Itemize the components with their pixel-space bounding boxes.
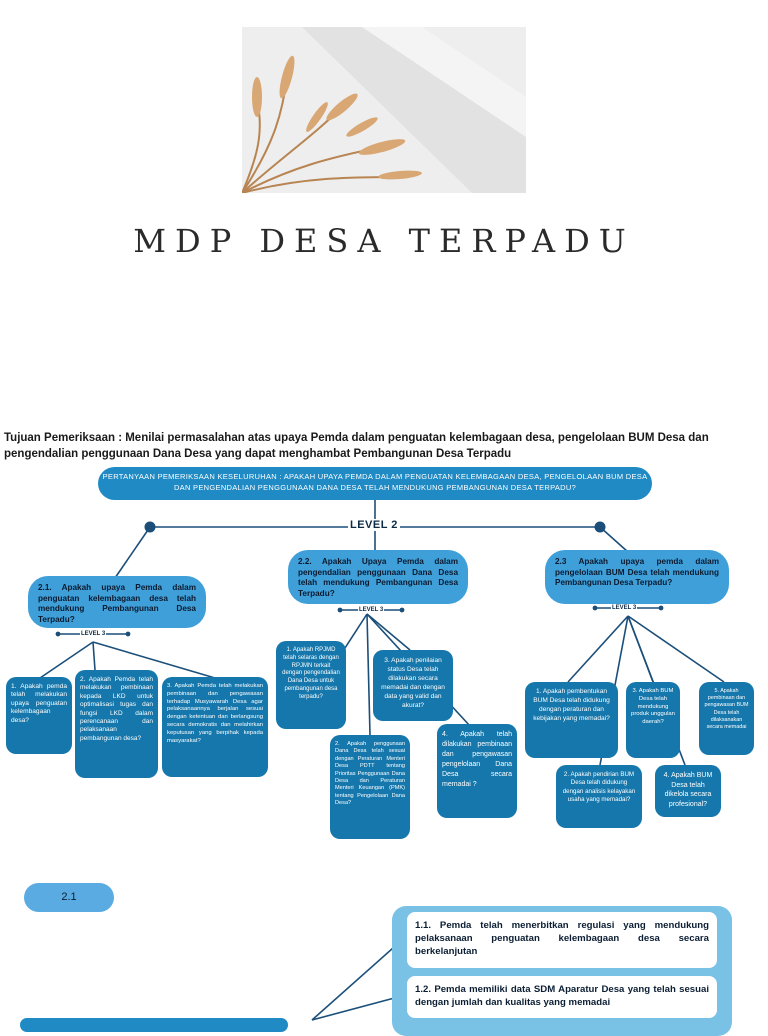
q21-sub-2: 2. Apakah Pemda telah melakukan pembinaan kepada LKD untuk optimalisasi tugas dan fungsi LKD dalam perencanaan dan pelaksanaan pembangunan desa? [75, 670, 158, 778]
q22-sub-1: 1. Apakah RPJMD telah selaras dengan RPJMN terkait dengan pengendalian Dana Desa untuk pembangunan desa terpadu? [276, 641, 346, 729]
bottom-question-box [20, 1018, 288, 1032]
question-2-2: 2.2. Apakah Upaya Pemda dalam pengendalian penggunaan Dana Desa telah mendukung Pembangunan Desa Terpadu? [288, 550, 468, 604]
node-dot-right [595, 522, 606, 533]
q22-sub-3: 3. Apakah penilaian status Desa telah dilakukan secara memadai dan dengan data yang valid dan akurat? [373, 650, 453, 721]
section-2-1-pill: 2.1 [24, 883, 114, 912]
level-3-label-left: LEVEL 3 [81, 631, 106, 637]
level-2-label: LEVEL 2 [350, 519, 398, 531]
q22-sub-2: 2. Apakah penggunaan Dana Desa telah sesuai dengan Peraturan Menteri Desa PDTT tentang Prioritas Penggunaan Dana Desa dan Peraturan Menteri Keuangan (PMK) tentang Pengelolaan Dana Desa? [330, 735, 410, 839]
q23-sub-4: 4. Apakah BUM Desa telah dikelola secara profesional? [655, 765, 721, 817]
criteria-card-1-2: 1.2. Pemda memiliki data SDM Aparatur Desa yang telah sesuai dengan jumlah dan kualitas yang memadai [407, 976, 717, 1018]
q23-sub-3: 3. Apakah BUM Desa telah mendukung produk unggulan daerah? [626, 682, 680, 758]
q21-sub-1: 1. Apakah pemda telah melakukan upaya penguatan kelembagaan desa? [6, 677, 72, 754]
q23-sub-5: 5. Apakah pembinaan dan pengawasan BUM Desa telah dilaksanakan secara memadai [699, 682, 754, 755]
node-dot-left [145, 522, 156, 533]
criteria-card-1-1: 1.1. Pemda telah menerbitkan regulasi yang mendukung pelaksanaan penguatan kelembagaan desa secara berkelanjutan [407, 912, 717, 968]
question-2-3: 2.3 Apakah upaya pemda dalam pengelolaan BUM Desa telah mendukung Pembangunan Desa Terpadu? [545, 550, 729, 604]
q22-sub-4: 4. Apakah telah dilakukan pembinaan dan pengawasan pengelolaan Dana Desa secara memadai ? [437, 724, 517, 818]
audit-objective: Tujuan Pemeriksaan : Menilai permasalahan atas upaya Pemda dalam penguatan kelembagaan desa, pengelolaan BUM Desa dan pengendalian penggunaan Dana Desa yang dapat menghambat Pembangunan Desa Terpadu [4, 432, 709, 460]
q23-sub-1: 1. Apakah pembentukan BUM Desa telah didukung dengan peraturan dan kebijakan yang memadai? [525, 682, 618, 758]
level-3-label-center: LEVEL 3 [359, 607, 384, 613]
q23-sub-2: 2. Apakah pendirian BUM Desa telah didukung dengan analisis kelayakan usaha yang memadai? [556, 765, 642, 828]
document-title: MDP DESA TERPADU [133, 222, 635, 260]
question-2-1: 2.1. Apakah upaya Pemda dalam penguatan kelembagaan desa telah mendukung Pembangunan Desa Terpadu? [28, 576, 206, 628]
q21-sub-3: 3. Apakah Pemda telah melakukan pembinaan dan pengawasan terhadap Musyawarah Desa agar pelaksanaannya berjalan sesuai dengan ketentuan dan berlangsung secara demokratis dan melahirkan keputusan yang berpihak kepada masyarakat? [162, 677, 268, 777]
level-3-label-right: LEVEL 3 [612, 605, 637, 611]
main-question-box: PERTANYAAN PEMERIKSAAN KESELURUHAN : APAKAH UPAYA PEMDA DALAM PENGUATAN KELEMBAGAAN DESA, PENGELOLAAN BUM DESA DAN PENGENDALIAN PENGGUNAAN DANA DESA TELAH MENDUKUNG PEMBANGUNAN DESA TERPADU? [98, 467, 652, 500]
